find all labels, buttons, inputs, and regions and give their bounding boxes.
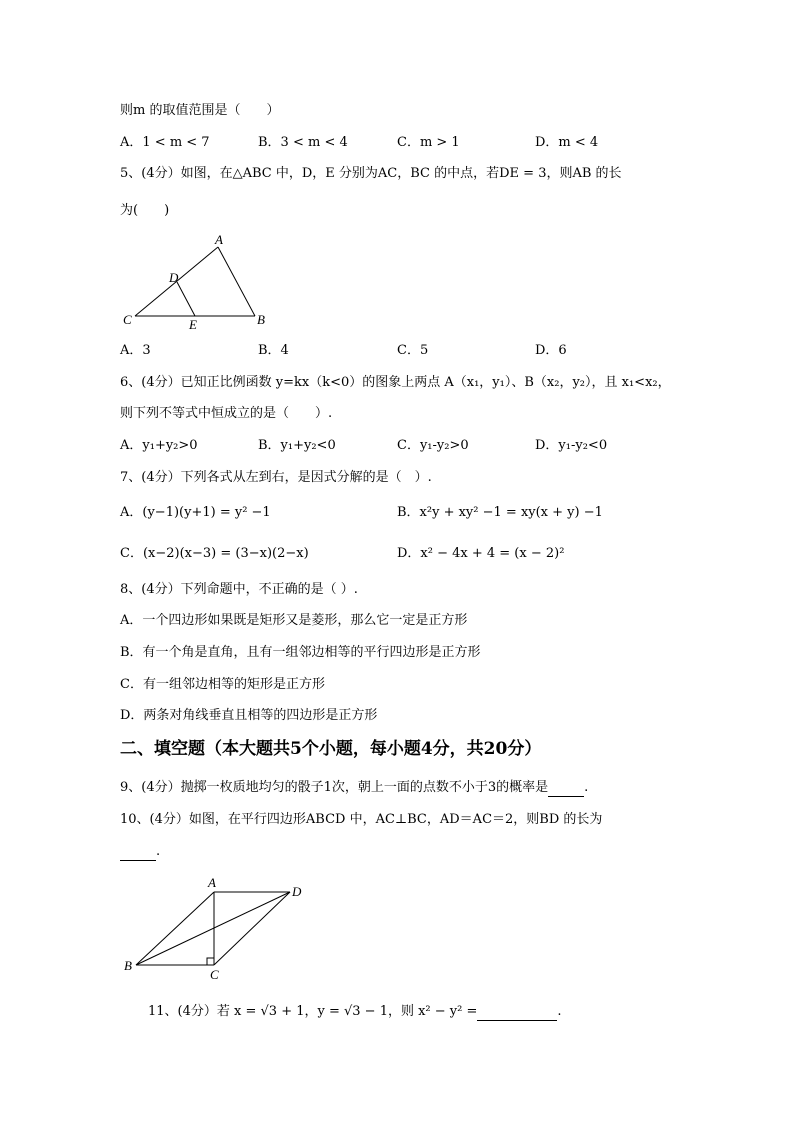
q9-stem: 9、(4分）抛掷一枚质地均匀的骰子1次，朝上一面的点数不小于3的概率是 bbox=[120, 780, 549, 795]
q5-option-d: D．6 bbox=[535, 343, 567, 358]
q5-label-d: D bbox=[169, 270, 179, 285]
q4-option-b: B．3 < m < 4 bbox=[258, 135, 348, 150]
q4-option-d: D．m < 4 bbox=[535, 135, 599, 150]
q6-stem-line2: 则下列不等式中恒成立的是（ ）. bbox=[120, 406, 333, 421]
q6-option-b: B．y₁+y₂<0 bbox=[258, 438, 336, 453]
q7-option-a: A．(y−1)(y+1) = y² −1 bbox=[120, 505, 271, 520]
q6-option-a: A．y₁+y₂>0 bbox=[120, 438, 198, 453]
q7-option-b: B．x²y + xy² −1 = xy(x + y) −1 bbox=[397, 505, 603, 520]
q4-option-c: C．m > 1 bbox=[397, 135, 460, 150]
section-title-fill-in: 二、填空题（本大题共5个小题，每小题4分，共20分） bbox=[120, 739, 542, 759]
q6-option-c: C．y₁-y₂>0 bbox=[397, 438, 469, 453]
q10-label-a: A bbox=[208, 875, 216, 890]
q9-answer-blank[interactable] bbox=[548, 782, 584, 797]
q10-label-d: D bbox=[292, 884, 302, 899]
q10-parallelogram-figure bbox=[118, 872, 318, 984]
q5-option-b: B．4 bbox=[258, 343, 289, 358]
q8-option-a: A．一个四边形如果既是矩形又是菱形，那么它一定是正方形 bbox=[120, 613, 468, 628]
q6-option-d: D．y₁-y₂<0 bbox=[535, 438, 608, 453]
q11-answer-blank[interactable] bbox=[477, 1006, 557, 1021]
q4-option-a: A．1 < m < 7 bbox=[120, 135, 210, 150]
q11-end: . bbox=[557, 1004, 562, 1019]
q4-stem: 则m 的取值范围是（ ） bbox=[120, 103, 280, 118]
q6-stem-line1: 6、(4分）已知正比例函数 y=kx（k<0）的图象上两点 A（x₁，y₁）、B（x₂，y₂），且 x₁<x₂， bbox=[120, 375, 671, 390]
q5-label-e: E bbox=[189, 317, 197, 332]
q10-stem-line1: 10、(4分）如图，在平行四边形ABCD 中，AC⊥BC，AD＝AC＝2，则BD 的长为 bbox=[120, 812, 603, 827]
q9-line bbox=[120, 779, 588, 797]
q7-option-d: D．x² − 4x + 4 = (x − 2)² bbox=[397, 546, 565, 561]
q8-option-c: C．有一组邻边相等的矩形是正方形 bbox=[120, 677, 325, 692]
q10-line2 bbox=[120, 843, 160, 861]
q5-stem-line2: 为( ) bbox=[120, 203, 170, 218]
q11-line bbox=[148, 1003, 562, 1021]
q7-option-c: C．(x−2)(x−3) = (3−x)(2−x) bbox=[120, 546, 309, 561]
q10-answer-blank[interactable] bbox=[120, 846, 156, 861]
q5-label-c: C bbox=[123, 312, 132, 327]
q8-stem: 8、(4分）下列命题中，不正确的是（ ）. bbox=[120, 582, 358, 597]
q5-stem-line1: 5、(4分）如图，在△ABC 中，D，E 分别为AC，BC 的中点，若DE = 3，则AB 的长 bbox=[120, 166, 622, 181]
q10-end: . bbox=[156, 844, 161, 859]
q11-stem: 11、(4分）若 x = √3 + 1，y = √3 − 1，则 x² − y² = bbox=[148, 1004, 478, 1019]
q10-label-c: C bbox=[210, 967, 219, 982]
q9-end: . bbox=[584, 780, 589, 795]
q7-stem: 7、(4分）下列各式从左到右，是因式分解的是（ ）. bbox=[120, 470, 432, 485]
q5-option-a: A．3 bbox=[120, 343, 151, 358]
q5-option-c: C．5 bbox=[397, 343, 429, 358]
q8-option-b: B．有一个角是直角，且有一组邻边相等的平行四边形是正方形 bbox=[120, 645, 481, 660]
q10-label-b: B bbox=[124, 958, 132, 973]
q5-label-b: B bbox=[257, 312, 265, 327]
q8-option-d: D．两条对角线垂直且相等的四边形是正方形 bbox=[120, 708, 378, 723]
q5-triangle-figure bbox=[115, 232, 275, 332]
q5-label-a: A bbox=[215, 232, 223, 247]
